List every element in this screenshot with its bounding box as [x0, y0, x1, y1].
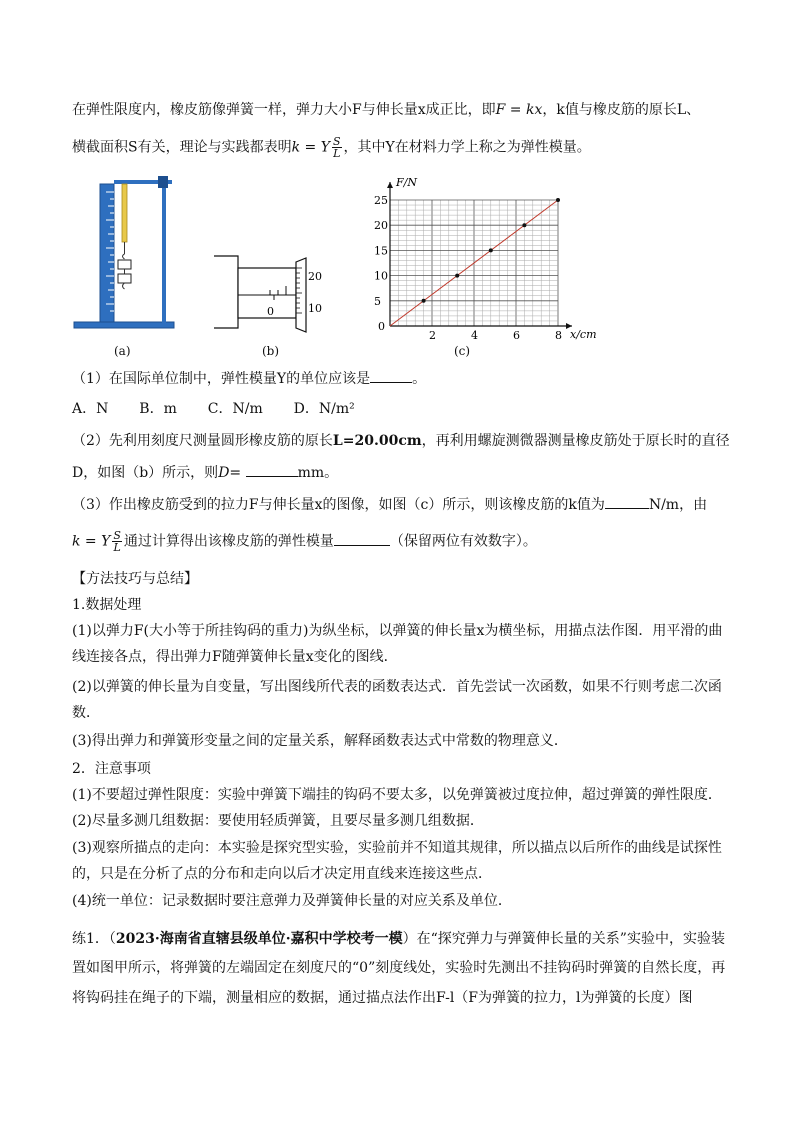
- stand-pole: [162, 178, 166, 324]
- section-1-para-1b: 线连接各点，得出弹力F随弹簧伸长量x变化的图线．: [72, 649, 398, 665]
- figure-b-micrometer: [210, 248, 330, 338]
- option-c[interactable]: C．N/m: [207, 401, 263, 417]
- sleeve-zero-label: 0: [267, 305, 274, 318]
- section-1-para-1a: (1)以弹力F(大小等于所挂钩码的重力)为纵坐标，以弹簧的伸长量x为横坐标，用描点法作图．用平滑的曲: [72, 623, 723, 639]
- option-d[interactable]: D．N/m²: [293, 401, 355, 417]
- hook: [123, 254, 125, 259]
- section-1-para-3: (3)得出弹力和弹簧形变量之间的定量关系，解释函数表达式中常数的物理意义．: [72, 733, 568, 749]
- stand-base: [74, 322, 174, 328]
- question-1-options: [72, 399, 722, 419]
- intro-line-2: [72, 136, 722, 159]
- practice-text: ）在“探究弹力与弹簧伸长量的关系”实验中，实验装: [402, 931, 725, 947]
- answer-blank-1[interactable]: [370, 368, 412, 383]
- micrometer-frame: [214, 256, 238, 328]
- rubber-band: [122, 184, 127, 242]
- intro-text: ，其中Y在材料力学上称之为弹性模量。: [343, 139, 591, 156]
- x-tick-label: 4: [471, 329, 478, 342]
- practice-line-2: 置如图甲所示，将弹簧的左端固定在刻度尺的“0”刻度线处，实验时先测出不挂钩码时弹簧的自然长度，再: [72, 960, 726, 976]
- section-2-para-3b: 的，只是在分析了点的分布和走向以后才决定用直线来连接这些点．: [72, 866, 492, 882]
- question-2-text: mm。: [297, 465, 339, 481]
- methods-heading: 【方法技巧与总结】: [72, 571, 198, 587]
- section-1-para-2b: 数．: [72, 705, 100, 721]
- question-3-text: N/m，由: [648, 497, 708, 513]
- figure-c-chart: [360, 172, 597, 344]
- practice-line-1: [72, 929, 725, 949]
- hooke-formula: F = kx: [495, 102, 543, 118]
- section-1-para-2a: (2)以弹簧的伸长量为自变量，写出图线所代表的函数表达式．首先尝试一次函数，如果不行则考虑二次函: [72, 679, 722, 695]
- fraction-denominator: L: [113, 541, 121, 554]
- weight-2: [118, 274, 131, 283]
- section-2-para-3a: (3)观察所描点的走向：本实验是探究型实验，实验前并不知道其规律，所以描点以后所作的曲线是试探性: [72, 840, 722, 856]
- clamp: [158, 176, 168, 188]
- figure-b-label: (b): [262, 344, 280, 358]
- data-point: [422, 299, 426, 303]
- practice-line-3: 将钩码挂在绳子的下端，测量相应的数据，通过描点法作出F-l（F为弹簧的拉力，l为弹簧的长度）图: [72, 990, 693, 1006]
- y-tick-label: 25: [374, 194, 388, 207]
- x-axis-label: x/cm: [570, 328, 597, 341]
- intro-text: 在弹性限度内，橡皮筋像弹簧一样，弹力大小F与伸长量x成正比，即: [72, 102, 496, 118]
- question-3-text: （3）作出橡皮筋受到的拉力F与伸长量x的图像，如图（c）所示，则该橡皮筋的k值为: [72, 497, 605, 513]
- modulus-formula: k = Y: [291, 139, 330, 156]
- fraction-s-over-l: [112, 530, 122, 553]
- fraction-s-over-l: [332, 136, 342, 159]
- origin-label: 0: [378, 320, 385, 333]
- question-1-end: 。: [412, 371, 427, 387]
- fraction-denominator: L: [333, 147, 341, 160]
- data-point: [556, 198, 560, 202]
- y-tick-label: 20: [374, 219, 388, 233]
- y-tick-label: 15: [374, 244, 388, 258]
- section-2-para-2: (2)尽量多测几组数据：要使用轻质弹簧，且要尽量多测几组数据．: [72, 813, 484, 829]
- question-1-text: （1）在国际单位制中，弹性模量Y的单位应该是: [72, 371, 371, 387]
- fraction-numerator: S: [113, 529, 121, 542]
- weight-1: [118, 260, 131, 269]
- question-2-text: D，如图（b）所示，则: [72, 465, 219, 481]
- fraction-numerator: S: [332, 135, 341, 148]
- option-a[interactable]: A．N: [72, 401, 109, 417]
- section-1-title: 1.数据处理: [72, 597, 142, 613]
- section-2-title: 2．注意事项: [72, 761, 151, 777]
- data-point: [455, 274, 459, 278]
- section-2-para-1: (1)不要超过弹性限度：实验中弹簧下端挂的钩码不要太多，以免弹簧被过度拉伸，超过弹簧的弹性限度．: [72, 787, 722, 803]
- option-b[interactable]: B．m: [139, 401, 177, 417]
- ruler: [100, 184, 114, 324]
- chart-tick-labels: [374, 176, 597, 342]
- x-tick-label: 8: [555, 329, 562, 342]
- question-3-text: （保留两位有效数字）。: [389, 533, 537, 550]
- question-3-line-2: [72, 530, 722, 553]
- question-3-line-1: [72, 494, 722, 515]
- answer-blank-4[interactable]: [334, 531, 390, 546]
- intro-line-1: [72, 100, 722, 120]
- modulus-formula: k = Y: [72, 533, 111, 550]
- question-2-text: （2）先利用刻度尺测量圆形橡皮筋的原长: [72, 433, 333, 449]
- intro-text: ，k值与橡皮筋的原长L、: [542, 102, 701, 118]
- y-tick-label: 10: [374, 269, 388, 283]
- question-1: [72, 368, 722, 389]
- figure-a-apparatus: [70, 172, 185, 332]
- data-point: [489, 248, 493, 252]
- chart-marks: [390, 198, 560, 326]
- thimble-label-20: 20: [308, 270, 322, 283]
- question-3-text: 通过计算得出该橡皮筋的弹性模量: [123, 533, 334, 550]
- question-2-text: ，再利用螺旋测微器测量橡皮筋处于原长时的直径: [421, 433, 730, 449]
- answer-blank-2[interactable]: [246, 462, 298, 477]
- x-tick-label: 2: [429, 329, 436, 342]
- data-point: [522, 223, 526, 227]
- hook: [123, 283, 125, 289]
- y-tick-label: 5: [374, 294, 381, 308]
- diameter-label: D=: [218, 465, 242, 481]
- section-2-para-4: (4)统一单位：记录数据时要注意弹力及弹簧伸长量的对应关系及单位．: [72, 893, 512, 909]
- x-tick-label: 6: [513, 329, 520, 342]
- practice-text: 练1．（: [72, 931, 116, 947]
- practice-source: 2023·海南省直辖县级单位·嘉积中学校考一模: [115, 931, 403, 947]
- y-axis-arrow: [387, 182, 393, 188]
- question-2-line-1: [72, 431, 730, 451]
- y-axis-label: F/N: [396, 176, 417, 189]
- original-length-value: L=20.00cm: [332, 433, 422, 449]
- thimble-label-10: 10: [308, 302, 322, 315]
- answer-blank-3[interactable]: [605, 494, 649, 509]
- thimble: [296, 258, 306, 332]
- figure-c-label: (c): [454, 344, 471, 358]
- question-2-line-2: [72, 462, 722, 483]
- figure-a-label: (a): [114, 344, 131, 358]
- intro-text: 横截面积S有关，理论与实践都表明: [72, 139, 292, 156]
